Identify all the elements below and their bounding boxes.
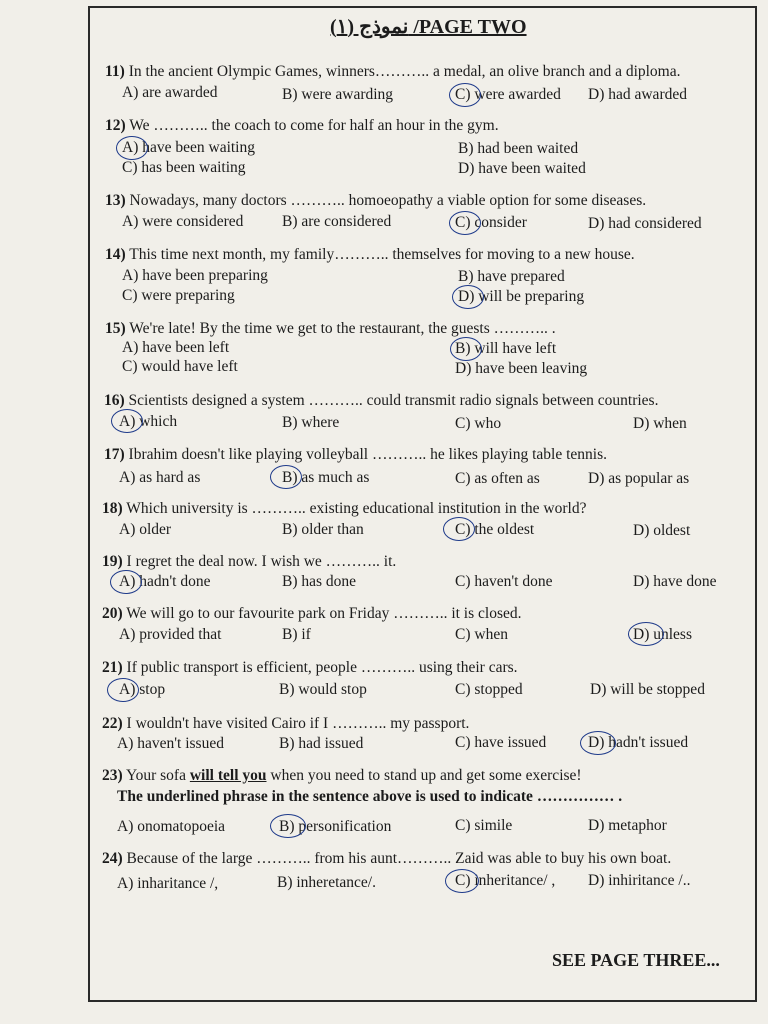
option-d[interactable]: D) had considered bbox=[588, 215, 702, 232]
option-d[interactable]: D) metaphor bbox=[588, 817, 667, 834]
option-a[interactable]: A) provided that bbox=[119, 626, 222, 643]
option-b[interactable]: B) where bbox=[282, 414, 340, 431]
answer-mark-circle bbox=[107, 678, 139, 702]
question-number: 14) bbox=[105, 246, 126, 263]
option-a[interactable]: A) older bbox=[119, 521, 172, 538]
answer-mark-circle bbox=[270, 465, 302, 489]
option-c[interactable]: C) haven't done bbox=[455, 573, 553, 590]
option-b[interactable]: B) would stop bbox=[279, 681, 367, 698]
question-number: 12) bbox=[105, 117, 126, 134]
question-number: 13) bbox=[105, 192, 126, 209]
question-14 bbox=[105, 246, 635, 264]
question-number: 23) bbox=[102, 767, 123, 784]
question-24 bbox=[102, 850, 671, 868]
question-number: 15) bbox=[105, 320, 126, 337]
question-22 bbox=[102, 715, 469, 733]
option-d[interactable]: D) have been leaving bbox=[455, 360, 588, 377]
option-d[interactable]: D) had awarded bbox=[588, 86, 687, 103]
question-stem: We ……….. the coach to come for half an hour in the gym. bbox=[125, 117, 499, 134]
option-a[interactable]: A) which bbox=[119, 413, 178, 430]
option-d[interactable]: D) when bbox=[633, 415, 687, 432]
option-c[interactable]: C) has been waiting bbox=[122, 159, 246, 176]
question-number: 11) bbox=[105, 63, 125, 80]
question-stem-end: when you need to stand up and get some exercise! bbox=[266, 767, 582, 784]
option-a[interactable]: A) hadn't done bbox=[119, 573, 211, 590]
option-d[interactable]: D) have done bbox=[633, 573, 717, 590]
option-a[interactable]: A) as hard as bbox=[119, 469, 201, 486]
option-a[interactable]: A) were considered bbox=[122, 213, 244, 230]
option-d[interactable]: D) have been waited bbox=[458, 160, 586, 177]
question-stem: We will go to our favourite park on Friday ……….. it is closed. bbox=[122, 605, 522, 622]
question-number: 20) bbox=[102, 605, 123, 622]
option-b[interactable]: B) were awarding bbox=[282, 86, 394, 103]
option-c[interactable]: C) as often as bbox=[455, 470, 540, 487]
answer-mark-circle bbox=[443, 517, 475, 541]
option-c[interactable]: C) were preparing bbox=[122, 287, 235, 304]
question-stem: In the ancient Olympic Games, winners……….. a medal, an olive branch and a diploma. bbox=[124, 63, 681, 80]
question-stem: I wouldn't have visited Cairo if I ……….. my passport. bbox=[122, 715, 470, 732]
question-stem: I regret the deal now. I wish we ……….. it. bbox=[122, 553, 397, 570]
option-a[interactable]: A) have been preparing bbox=[122, 267, 268, 284]
option-a[interactable]: A) are awarded bbox=[122, 84, 218, 101]
option-c[interactable]: C) inheritance/ , bbox=[455, 872, 556, 889]
option-b[interactable]: B) had issued bbox=[279, 735, 364, 752]
option-d[interactable]: D) unless bbox=[633, 626, 692, 643]
underlined-phrase: will tell you bbox=[189, 767, 267, 784]
option-d[interactable]: D) will be stopped bbox=[590, 681, 705, 698]
question-stem: Ibrahim doesn't like playing volleyball ……….. he likes playing table tennis. bbox=[124, 446, 608, 463]
option-b[interactable]: B) will have left bbox=[455, 340, 557, 357]
answer-mark-circle bbox=[110, 570, 142, 594]
question-20 bbox=[102, 605, 522, 623]
question-15 bbox=[105, 320, 556, 338]
option-a[interactable]: A) stop bbox=[119, 681, 166, 698]
question-number: 16) bbox=[104, 392, 125, 409]
option-c[interactable]: C) simile bbox=[455, 817, 513, 834]
option-a[interactable]: A) haven't issued bbox=[117, 735, 224, 752]
option-a[interactable]: A) have been left bbox=[122, 339, 230, 356]
option-b[interactable]: B) has done bbox=[282, 573, 357, 590]
option-c[interactable]: C) have issued bbox=[455, 734, 547, 751]
option-c[interactable]: C) stopped bbox=[455, 681, 523, 698]
option-d[interactable]: D) will be preparing bbox=[458, 288, 585, 305]
option-b[interactable]: B) are considered bbox=[282, 213, 392, 230]
option-c[interactable]: C) who bbox=[455, 415, 502, 432]
question-number: 19) bbox=[102, 553, 123, 570]
question-instruction: The underlined phrase in the sentence above is used to indicate …………… . bbox=[117, 788, 623, 805]
question-number: 18) bbox=[102, 500, 123, 517]
question-stem: If public transport is efficient, people ……….. using their cars. bbox=[122, 659, 518, 676]
question-stem: We're late! By the time we get to the restaurant, the guests ……….. . bbox=[125, 320, 556, 337]
option-d[interactable]: D) hadn't issued bbox=[588, 734, 689, 751]
answer-mark-circle bbox=[628, 622, 664, 646]
option-b[interactable]: B) have prepared bbox=[458, 268, 565, 285]
option-b[interactable]: B) as much as bbox=[282, 469, 370, 486]
question-16 bbox=[104, 392, 658, 410]
option-d[interactable]: D) inhiritance /.. bbox=[588, 872, 691, 889]
option-d[interactable]: D) oldest bbox=[633, 522, 691, 539]
option-c[interactable]: C) would have left bbox=[122, 358, 238, 375]
option-c[interactable]: C) were awarded bbox=[455, 86, 561, 103]
question-23 bbox=[102, 767, 582, 785]
question-number: 22) bbox=[102, 715, 123, 732]
option-d[interactable]: D) as popular as bbox=[588, 470, 690, 487]
option-c[interactable]: C) the oldest bbox=[455, 521, 535, 538]
question-stem: Because of the large ……….. from his aunt……….. Zaid was able to buy his own boat. bbox=[122, 850, 672, 867]
question-number: 17) bbox=[104, 446, 125, 463]
option-b[interactable]: B) personification bbox=[279, 818, 392, 835]
answer-mark-circle bbox=[452, 285, 484, 309]
question-stem: Scientists designed a system ……….. could transmit radio signals between countries. bbox=[124, 392, 659, 409]
question-11 bbox=[105, 63, 681, 81]
question-21 bbox=[102, 659, 518, 677]
answer-mark-circle bbox=[450, 337, 482, 361]
page-footer: SEE PAGE THREE... bbox=[552, 950, 720, 970]
option-a[interactable]: A) have been waiting bbox=[122, 139, 255, 156]
answer-mark-circle bbox=[111, 409, 143, 433]
question-stem: Nowadays, many doctors ……….. homoeopathy a viable option for some diseases. bbox=[125, 192, 647, 209]
option-c[interactable]: C) consider bbox=[455, 214, 527, 231]
option-c[interactable]: C) when bbox=[455, 626, 508, 643]
option-a[interactable]: A) onomatopoeia bbox=[117, 818, 226, 835]
option-b[interactable]: B) had been waited bbox=[458, 140, 579, 157]
question-stem: Your sofa bbox=[122, 767, 190, 784]
answer-mark-circle bbox=[449, 83, 481, 107]
option-a[interactable]: A) inharitance /, bbox=[117, 875, 219, 892]
question-stem: This time next month, my family……….. themselves for moving to a new house. bbox=[125, 246, 635, 263]
question-12 bbox=[105, 117, 499, 135]
answer-mark-circle bbox=[445, 869, 479, 893]
answer-mark-circle bbox=[449, 211, 481, 235]
answer-mark-circle bbox=[116, 136, 148, 160]
question-19 bbox=[102, 553, 396, 571]
question-18 bbox=[102, 500, 586, 518]
question-stem: Which university is ……….. existing educational institution in the world? bbox=[122, 500, 587, 517]
page-title: نموذج (١) /PAGE TWO bbox=[330, 16, 527, 38]
question-13 bbox=[105, 192, 646, 210]
question-number: 21) bbox=[102, 659, 123, 676]
question-17 bbox=[104, 446, 607, 464]
option-b[interactable]: B) inheretance/. bbox=[277, 874, 376, 891]
option-b[interactable]: B) older than bbox=[282, 521, 364, 538]
question-number: 24) bbox=[102, 850, 123, 867]
answer-mark-circle bbox=[580, 731, 616, 755]
answer-mark-circle bbox=[270, 814, 306, 838]
option-b[interactable]: B) if bbox=[282, 626, 311, 643]
